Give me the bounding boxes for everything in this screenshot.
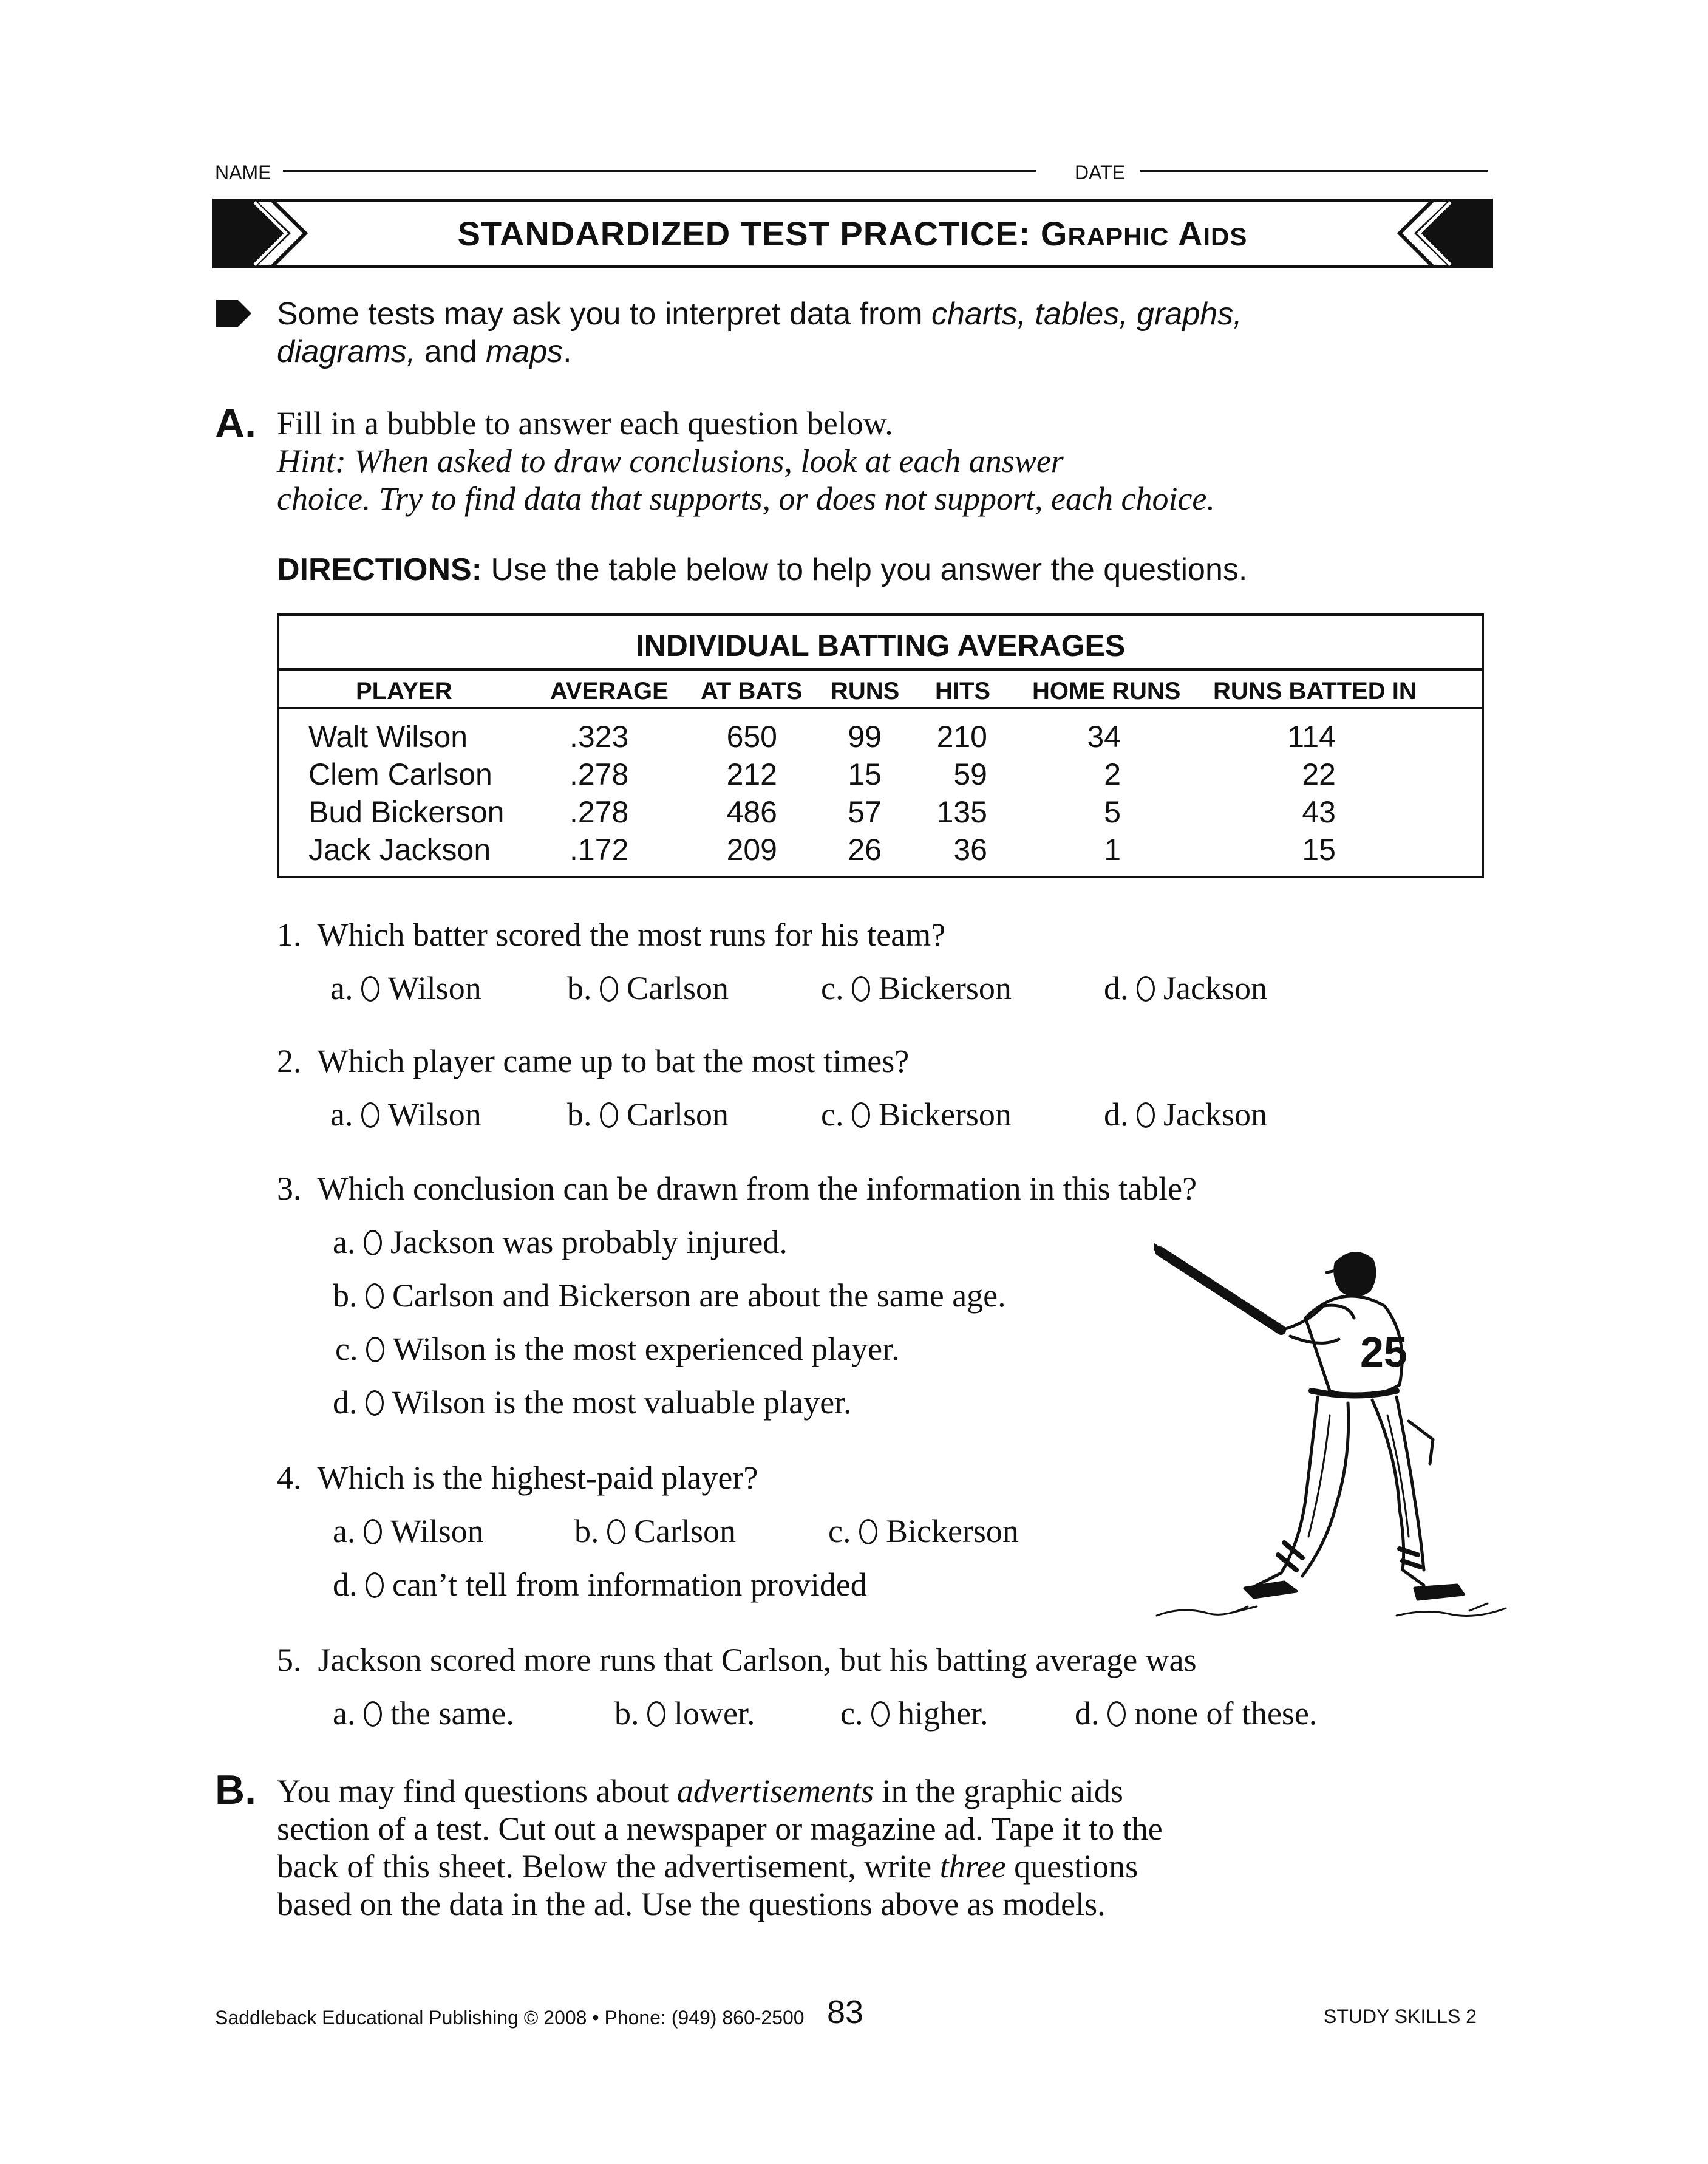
q5-option-a[interactable]: a. the same.: [333, 1695, 514, 1732]
question-5: 5. Jackson scored more runs that Carlson, but his batting average was: [277, 1642, 1197, 1678]
page-title: STANDARDIZED TEST PRACTICE: GRAPHIC AIDS: [457, 214, 1248, 253]
bubble-icon[interactable]: [852, 1102, 870, 1128]
col-at-bats: AT BATS: [701, 678, 803, 705]
q2-option-c[interactable]: c. Bickerson: [821, 1096, 1012, 1133]
directions: DIRECTIONS: Use the table below to help you answer the questions.: [277, 552, 1248, 587]
q5-option-c[interactable]: c. higher.: [840, 1695, 988, 1732]
question-2: 2. Which player came up to bat the most times?: [277, 1043, 910, 1079]
table-cell: 34: [1087, 720, 1121, 754]
q4-option-a[interactable]: a. Wilson: [333, 1513, 484, 1549]
question-1: 1. Which batter scored the most runs for his team?: [277, 916, 946, 953]
bubble-icon[interactable]: [366, 1572, 384, 1598]
section-b-text: You may find questions about advertisements in the graphic aids section of a test. Cut out a newspaper or magazine ad. Tape it to the back of this sheet. Below the advertisement, write three questions based on the data in the ad. Use the questions above as models.: [277, 1773, 1163, 1922]
bubble-icon[interactable]: [366, 1283, 384, 1309]
table-cell: .172: [570, 833, 629, 867]
table-cell: 212: [726, 757, 777, 791]
question-3: 3. Which conclusion can be drawn from the information in this table?: [277, 1170, 1197, 1207]
q3-option-a[interactable]: a. Jackson was probably injured.: [333, 1224, 788, 1260]
name-label: NAME: [215, 162, 271, 183]
question-4: 4. Which is the highest-paid player?: [277, 1459, 758, 1496]
bullet-arrow-icon: [216, 300, 253, 327]
title-banner: [215, 199, 1490, 268]
q1-option-c[interactable]: c. Bickerson: [821, 970, 1012, 1006]
table-cell: .278: [570, 795, 629, 829]
table-cell: 59: [953, 757, 987, 791]
baseball-player-icon: [1154, 1239, 1512, 1628]
footer-publisher: Saddleback Educational Publishing © 2008 • Phone: (949) 860-2500: [215, 2007, 805, 2029]
table-cell: 36: [953, 833, 987, 867]
table-cell: 2: [1104, 757, 1121, 791]
q5-option-d[interactable]: d. none of these.: [1075, 1695, 1318, 1732]
bubble-icon[interactable]: [361, 1102, 379, 1128]
table-cell: 135: [936, 795, 987, 829]
q3-option-b[interactable]: b. Carlson and Bickerson are about the same age.: [333, 1277, 1006, 1314]
q5-option-b[interactable]: b. lower.: [614, 1695, 755, 1732]
page-number: 83: [827, 1994, 864, 2030]
table-cell: 209: [726, 833, 777, 867]
intro-text: Some tests may ask you to interpret data from charts, tables, graphs, diagrams, and maps.: [277, 296, 1242, 369]
q1-option-a[interactable]: a. Wilson: [330, 970, 481, 1006]
table-cell: 486: [726, 795, 777, 829]
col-rbi: RUNS BATTED IN: [1213, 678, 1417, 705]
name-field[interactable]: [283, 170, 1036, 172]
table-cell: 5: [1104, 795, 1121, 829]
col-player: PLAYER: [356, 678, 452, 705]
q2-option-d[interactable]: d. Jackson: [1104, 1096, 1267, 1133]
bubble-icon[interactable]: [600, 976, 618, 1002]
bubble-icon[interactable]: [1137, 1102, 1155, 1128]
bubble-icon[interactable]: [1137, 976, 1155, 1002]
bubble-icon[interactable]: [600, 1102, 618, 1128]
table-cell: .278: [570, 757, 629, 791]
table-cell: 99: [848, 720, 882, 754]
section-a-instructions: Fill in a bubble to answer each question below. Hint: When asked to draw conclusions, look at each answer choice. Try to find data that supports, or does not support, each choice.: [277, 405, 1215, 517]
batting-table: [277, 613, 1484, 878]
q2-option-a[interactable]: a. Wilson: [330, 1096, 481, 1133]
table-title: INDIVIDUAL BATTING AVERAGES: [635, 629, 1126, 663]
date-field[interactable]: [1140, 170, 1488, 172]
q1-option-b[interactable]: b. Carlson: [567, 970, 729, 1006]
col-average: AVERAGE: [550, 678, 669, 705]
table-cell: Jack Jackson: [308, 833, 491, 867]
date-label: DATE: [1075, 162, 1125, 183]
q4-option-c[interactable]: c. Bickerson: [828, 1513, 1019, 1549]
bubble-icon[interactable]: [647, 1701, 665, 1727]
right-arrow-icon: [1372, 199, 1493, 268]
table-cell: 15: [1302, 833, 1336, 867]
footer-book-title: STUDY SKILLS 2: [1324, 2005, 1477, 2027]
col-hits: HITS: [935, 678, 991, 705]
q4-option-b[interactable]: b. Carlson: [574, 1513, 736, 1549]
table-cell: 26: [848, 833, 882, 867]
table-cell: 22: [1302, 757, 1336, 791]
q4-option-d[interactable]: d. can’t tell from information provided: [333, 1566, 867, 1603]
bubble-icon[interactable]: [364, 1230, 382, 1255]
q3-option-c[interactable]: c. Wilson is the most experienced player.: [335, 1331, 900, 1367]
table-cell: 15: [848, 757, 882, 791]
table-cell: .323: [570, 720, 629, 754]
table-cell: 57: [848, 795, 882, 829]
q1-option-d[interactable]: d. Jackson: [1104, 970, 1267, 1006]
bubble-icon[interactable]: [366, 1390, 384, 1416]
table-cell: Walt Wilson: [308, 720, 468, 754]
bubble-icon[interactable]: [364, 1519, 382, 1544]
table-cell: 43: [1302, 795, 1336, 829]
bubble-icon[interactable]: [366, 1337, 384, 1362]
bubble-icon[interactable]: [607, 1519, 625, 1544]
bubble-icon[interactable]: [361, 976, 379, 1002]
q2-option-b[interactable]: b. Carlson: [567, 1096, 729, 1133]
jersey-number: 25: [1360, 1328, 1407, 1376]
bubble-icon[interactable]: [871, 1701, 890, 1727]
section-b-letter: B.: [215, 1767, 256, 1813]
bubble-icon[interactable]: [859, 1519, 877, 1544]
table-cell: 1: [1104, 833, 1121, 867]
table-cell: Bud Bickerson: [308, 795, 505, 829]
col-runs: RUNS: [831, 678, 900, 705]
bubble-icon[interactable]: [1107, 1701, 1126, 1727]
table-cell: 210: [936, 720, 987, 754]
bubble-icon[interactable]: [852, 976, 870, 1002]
table-cell: Clem Carlson: [308, 757, 492, 791]
q3-option-d[interactable]: d. Wilson is the most valuable player.: [333, 1384, 852, 1421]
col-home-runs: HOME RUNS: [1032, 678, 1181, 705]
bubble-icon[interactable]: [364, 1701, 382, 1727]
table-cell: 114: [1287, 720, 1336, 754]
section-a-letter: A.: [215, 400, 256, 446]
table-cell: 650: [726, 720, 777, 754]
